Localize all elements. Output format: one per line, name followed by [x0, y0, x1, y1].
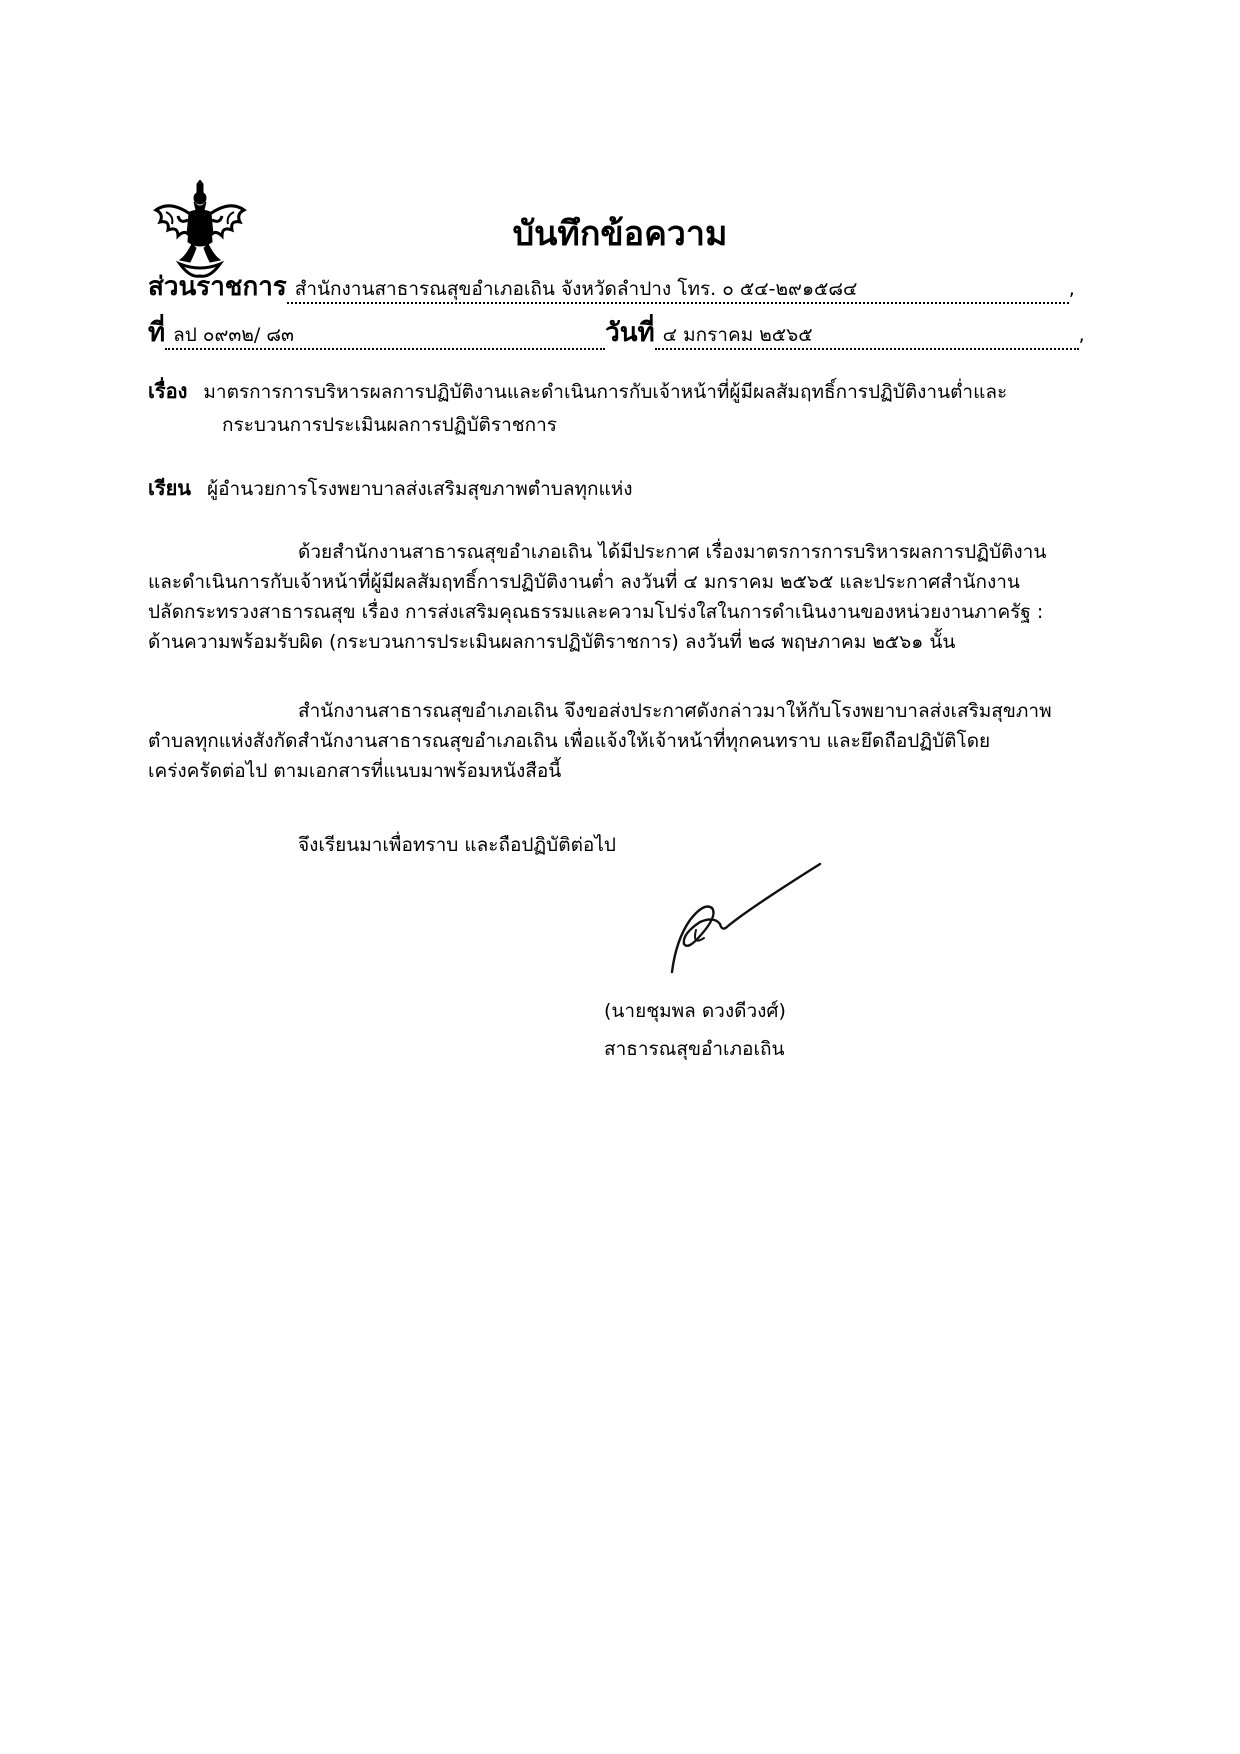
- recipient-label: เรียน: [148, 476, 191, 500]
- subject-label: เรื่อง: [148, 379, 188, 403]
- agency-row: ส่วนราชการ สำนักงานสาธารณสุขอำเภอเถิน จังหวัดลำปาง โทร. ๐ ๕๔-๒๙๑๕๘๔ ,: [148, 272, 1075, 302]
- date-value: ๔ มกราคม ๒๕๖๕: [655, 322, 1079, 350]
- ref-label: ที่: [148, 318, 166, 348]
- recipient-row: [148, 473, 633, 504]
- paragraph-line: เคร่งครัดต่อไป ตามเอกสารที่แนบมาพร้อมหนังสือนี้: [148, 760, 562, 782]
- subject-line-2: [222, 410, 557, 440]
- agency-label: ส่วนราชการ: [148, 272, 287, 302]
- paragraph-line: ปลัดกระทรวงสาธารณสุข เรื่อง การส่งเสริมคุณธรรมและความโปร่งใสในการดำเนินงานของหน่วยงานภาครัฐ :: [148, 601, 1044, 623]
- body-paragraph-1: [148, 537, 1123, 657]
- recipient-text: ผู้อำนวยการโรงพยาบาลส่งเสริมสุขภาพตำบลทุกแห่ง: [207, 478, 633, 500]
- paragraph-line: ด้านความพร้อมรับผิด (กระบวนการประเมินผลการปฏิบัติราชการ) ลงวันที่ ๒๘ พฤษภาคม ๒๕๖๑ นั้น: [148, 631, 956, 653]
- subject-text-2: กระบวนการประเมินผลการปฏิบัติราชการ: [222, 414, 558, 436]
- signatory-name: (นายชุมพล ดวงดีวงศ์): [604, 1000, 786, 1022]
- paragraph-line: สำนักงานสาธารณสุขอำเภอเถิน จึงขอส่งประกาศดังกล่าวมาให้กับโรงพยาบาลส่งเสริมสุขภาพ: [298, 700, 1052, 722]
- handwritten-signature-icon: [670, 860, 830, 980]
- paragraph-line: ตำบลทุกแห่งสังกัดสำนักงานสาธารณสุขอำเภอเถิน เพื่อแจ้งให้เจ้าหน้าที่ทุกคนทราบ และยึดถือปฏิบัติโดย: [148, 730, 991, 752]
- ref-number: ลป ๐๙๓๒/ ๘๓: [165, 322, 605, 350]
- document-title: บันทึกข้อความ: [512, 214, 728, 254]
- paragraph-line: และดำเนินการกับเจ้าหน้าที่ผู้มีผลสัมฤทธิ์การปฏิบัติงานต่ำ ลงวันที่ ๔ มกราคม ๒๕๖๕ และประกาศสำนักงาน: [148, 571, 1020, 593]
- paragraph-line: ด้วยสำนักงานสาธารณสุขอำเภอเถิน ได้มีประกาศ เรื่องมาตรการการบริหารผลการปฏิบัติงาน: [298, 541, 1047, 563]
- signatory-position: สาธารณสุขอำเภอเถิน: [604, 1038, 785, 1060]
- closing-line: [148, 830, 1123, 860]
- subject-text-1: มาตรการการบริหารผลการปฏิบัติงานและดำเนินการกับเจ้าหน้าที่ผู้มีผลสัมฤทธิ์การปฏิบัติงานต่ำและ: [203, 381, 1008, 403]
- closing-text: จึงเรียนมาเพื่อทราบ และถือปฏิบัติต่อไป: [298, 834, 616, 856]
- date-label: วันที่: [605, 318, 655, 348]
- agency-value: สำนักงานสาธารณสุขอำเภอเถิน จังหวัดลำปาง โทร. ๐ ๕๔-๒๙๑๕๘๔: [287, 276, 1069, 304]
- ref-date-row: ที่ ลป ๐๙๓๒/ ๘๓ วันที่ ๔ มกราคม ๒๕๖๕ ,: [148, 318, 1085, 348]
- subject-line-1: [148, 376, 1007, 407]
- body-paragraph-2: [148, 696, 1123, 786]
